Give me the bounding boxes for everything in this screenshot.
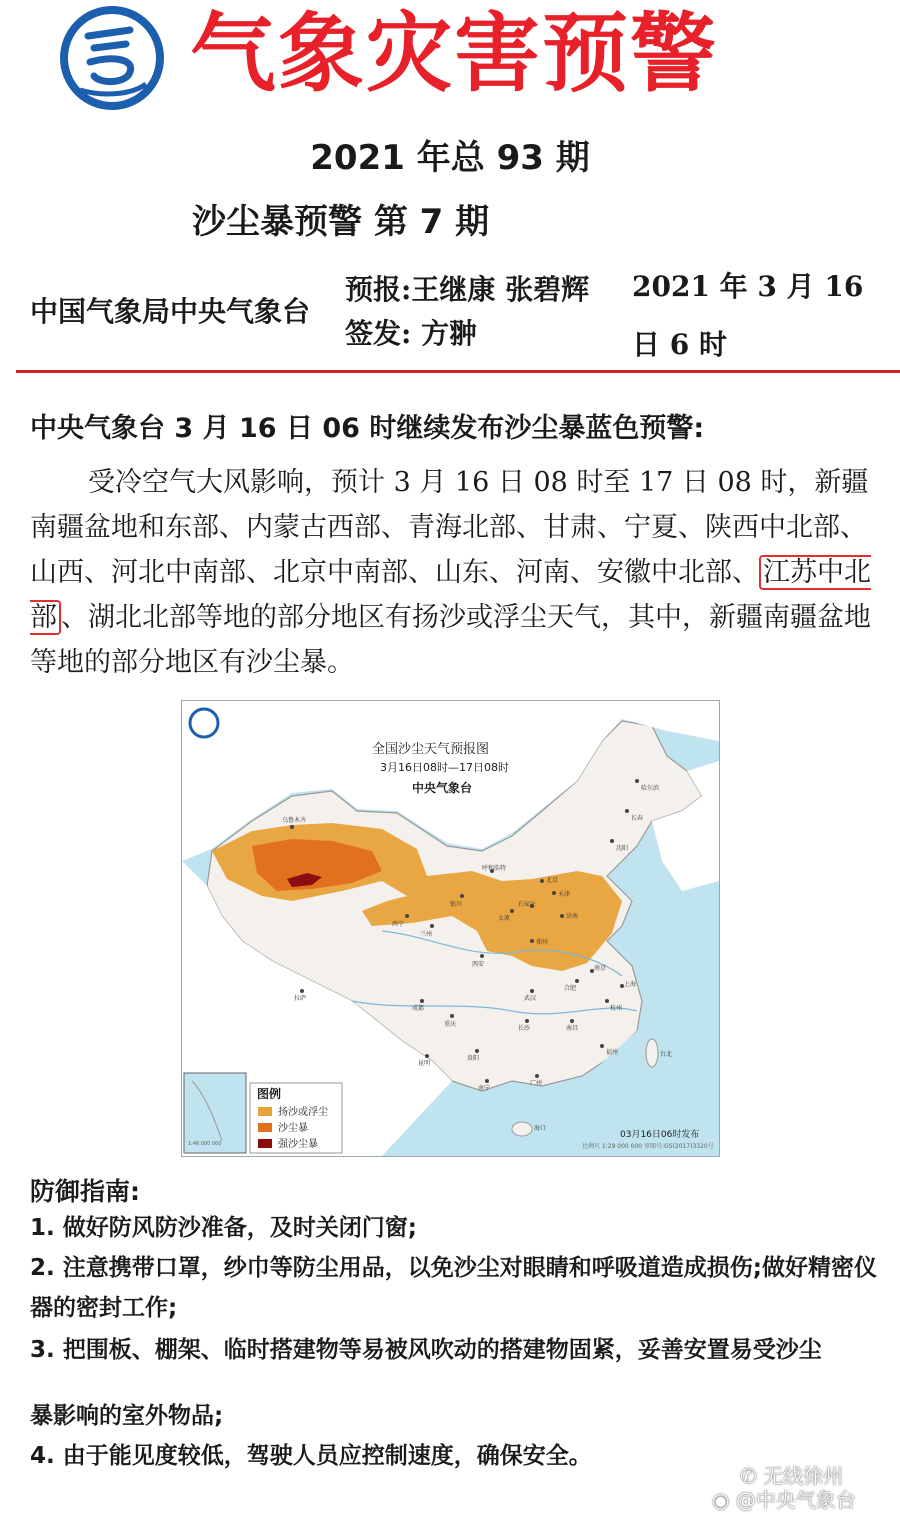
guide-item-3: 3. 把围板、棚架、临时搭建物等易被风吹动的搭建物固紧，妥善安置易受沙尘 <box>30 1337 822 1363</box>
map-agency: 中央气象台 <box>412 781 473 795</box>
city-label: 拉萨 <box>294 995 307 1002</box>
guide-item-3-cont: 暴影响的室外物品; <box>30 1403 224 1429</box>
inset-scale: 1:46 000 000 <box>188 1141 222 1147</box>
city-label: 南昌 <box>566 1025 579 1032</box>
city-label: 济南 <box>566 913 579 920</box>
warning-issue: 沙尘暴预警 第 7 期 <box>192 202 490 242</box>
city-label: 长沙 <box>518 1025 531 1032</box>
city-label: 西宁 <box>392 921 405 928</box>
city-label: 武汉 <box>524 995 537 1002</box>
signer: 签发: 方翀 <box>345 317 478 350</box>
city-label: 石家庄 <box>518 901 537 908</box>
map-logo-icon <box>190 709 218 737</box>
city-label: 郑州 <box>536 939 549 946</box>
map-issued-time: 03月16日06时发布 <box>620 1130 700 1140</box>
city-label: 重庆 <box>444 1021 457 1028</box>
city-label: 贵阳 <box>467 1055 480 1062</box>
city-label: 南京 <box>594 965 607 972</box>
city-label: 福州 <box>606 1049 619 1056</box>
forecasters: 预报:王继康 张碧辉 <box>345 273 590 306</box>
city-label: 哈尔滨 <box>641 785 660 792</box>
city-label: 西安 <box>472 961 485 968</box>
guide-item-4: 4. 由于能见度较低，驾驶人员应控制速度，确保安全。 <box>30 1443 592 1469</box>
legend-title: 图例 <box>257 1087 282 1101</box>
issue-time: 2021 年 3 月 16 日 6 时 <box>632 270 864 361</box>
city-label: 天津 <box>558 891 571 898</box>
city-label: 太原 <box>498 915 511 922</box>
paragraph-text-2: 、湖北北部等地的部分地区有扬沙或浮尘天气，其中，新疆南疆盆地等地的部分地区有沙尘暴。 <box>30 602 871 678</box>
city-label: 银川 <box>450 901 463 908</box>
watermark-weibo: ◉ @中央气象台 <box>712 1488 856 1512</box>
city-label: 呼和浩特 <box>482 865 507 872</box>
guide-item-1: 1. 做好防风防沙准备，及时关闭门窗; <box>30 1215 417 1241</box>
wechat-icon: ✆ <box>740 1464 764 1488</box>
issue-number: 2021 年总 93 期 <box>310 138 590 178</box>
document-title: 气象灾害预警 <box>190 3 718 104</box>
city-label: 乌鲁木齐 <box>282 817 307 824</box>
weibo-icon: ◉ <box>712 1488 736 1512</box>
city-label: 海口 <box>534 1125 547 1132</box>
map-period: 3月16日08时—17日08时 <box>380 761 509 774</box>
legend-label-light: 扬沙或浮尘 <box>278 1107 328 1118</box>
guide-heading: 防御指南: <box>30 1177 140 1206</box>
hainan-island <box>512 1122 532 1136</box>
city-label: 兰州 <box>420 931 433 938</box>
city-label: 上海 <box>624 981 637 988</box>
paragraph-text-1: 受冷空气大风影响，预计 3 月 16 日 08 时至 17 日 08 时，新疆南疆盆地和东部、内蒙古西部、青海北部、甘肃、宁夏、陕西中北部、山西、河北中南部、北京中南部、山东、河南、安徽中北部、 <box>30 467 869 588</box>
map-scale: 比例尺 1:29 000 000 审图号:GS(2017)3320号 <box>582 1143 714 1150</box>
city-label: 成都 <box>412 1005 425 1012</box>
watermark-wechat: ✆ 无线徐州 <box>740 1464 844 1488</box>
city-label: 杭州 <box>610 1005 623 1012</box>
city-label: 广州 <box>530 1080 543 1087</box>
city-label: 合肥 <box>564 985 577 992</box>
legend-swatch-light <box>258 1107 272 1116</box>
city-label: 沈阳 <box>616 845 629 852</box>
guide-item-2: 2. 注意携带口罩，纱巾等防尘用品，以免沙尘对眼睛和呼吸道造成损伤;做好精密仪器的密封工作; <box>30 1255 877 1321</box>
city-label: 南宁 <box>478 1085 491 1092</box>
dust-forecast-map <box>181 700 720 1157</box>
cma-logo <box>60 6 164 110</box>
taiwan-island <box>646 1039 658 1067</box>
issuing-agency: 中国气象局中央气象台 <box>30 295 311 328</box>
header-divider <box>16 370 900 373</box>
city-label: 长春 <box>631 815 644 822</box>
warning-headline: 中央气象台 3 月 16 日 06 时继续发布沙尘暴蓝色预警: <box>30 413 705 444</box>
highlighted-region: 江苏中北部 <box>30 557 871 633</box>
city-label: 昆明 <box>418 1060 431 1067</box>
city-label: 北京 <box>546 877 559 884</box>
map-title: 全国沙尘天气预报图 <box>372 742 490 757</box>
legend-swatch-severe <box>258 1139 272 1148</box>
legend-label-storm: 沙尘暴 <box>278 1123 308 1134</box>
legend-label-severe: 强沙尘暴 <box>278 1139 318 1150</box>
city-label: 台北 <box>660 1051 673 1058</box>
warning-paragraph <box>30 460 880 685</box>
legend-swatch-storm <box>258 1123 272 1132</box>
